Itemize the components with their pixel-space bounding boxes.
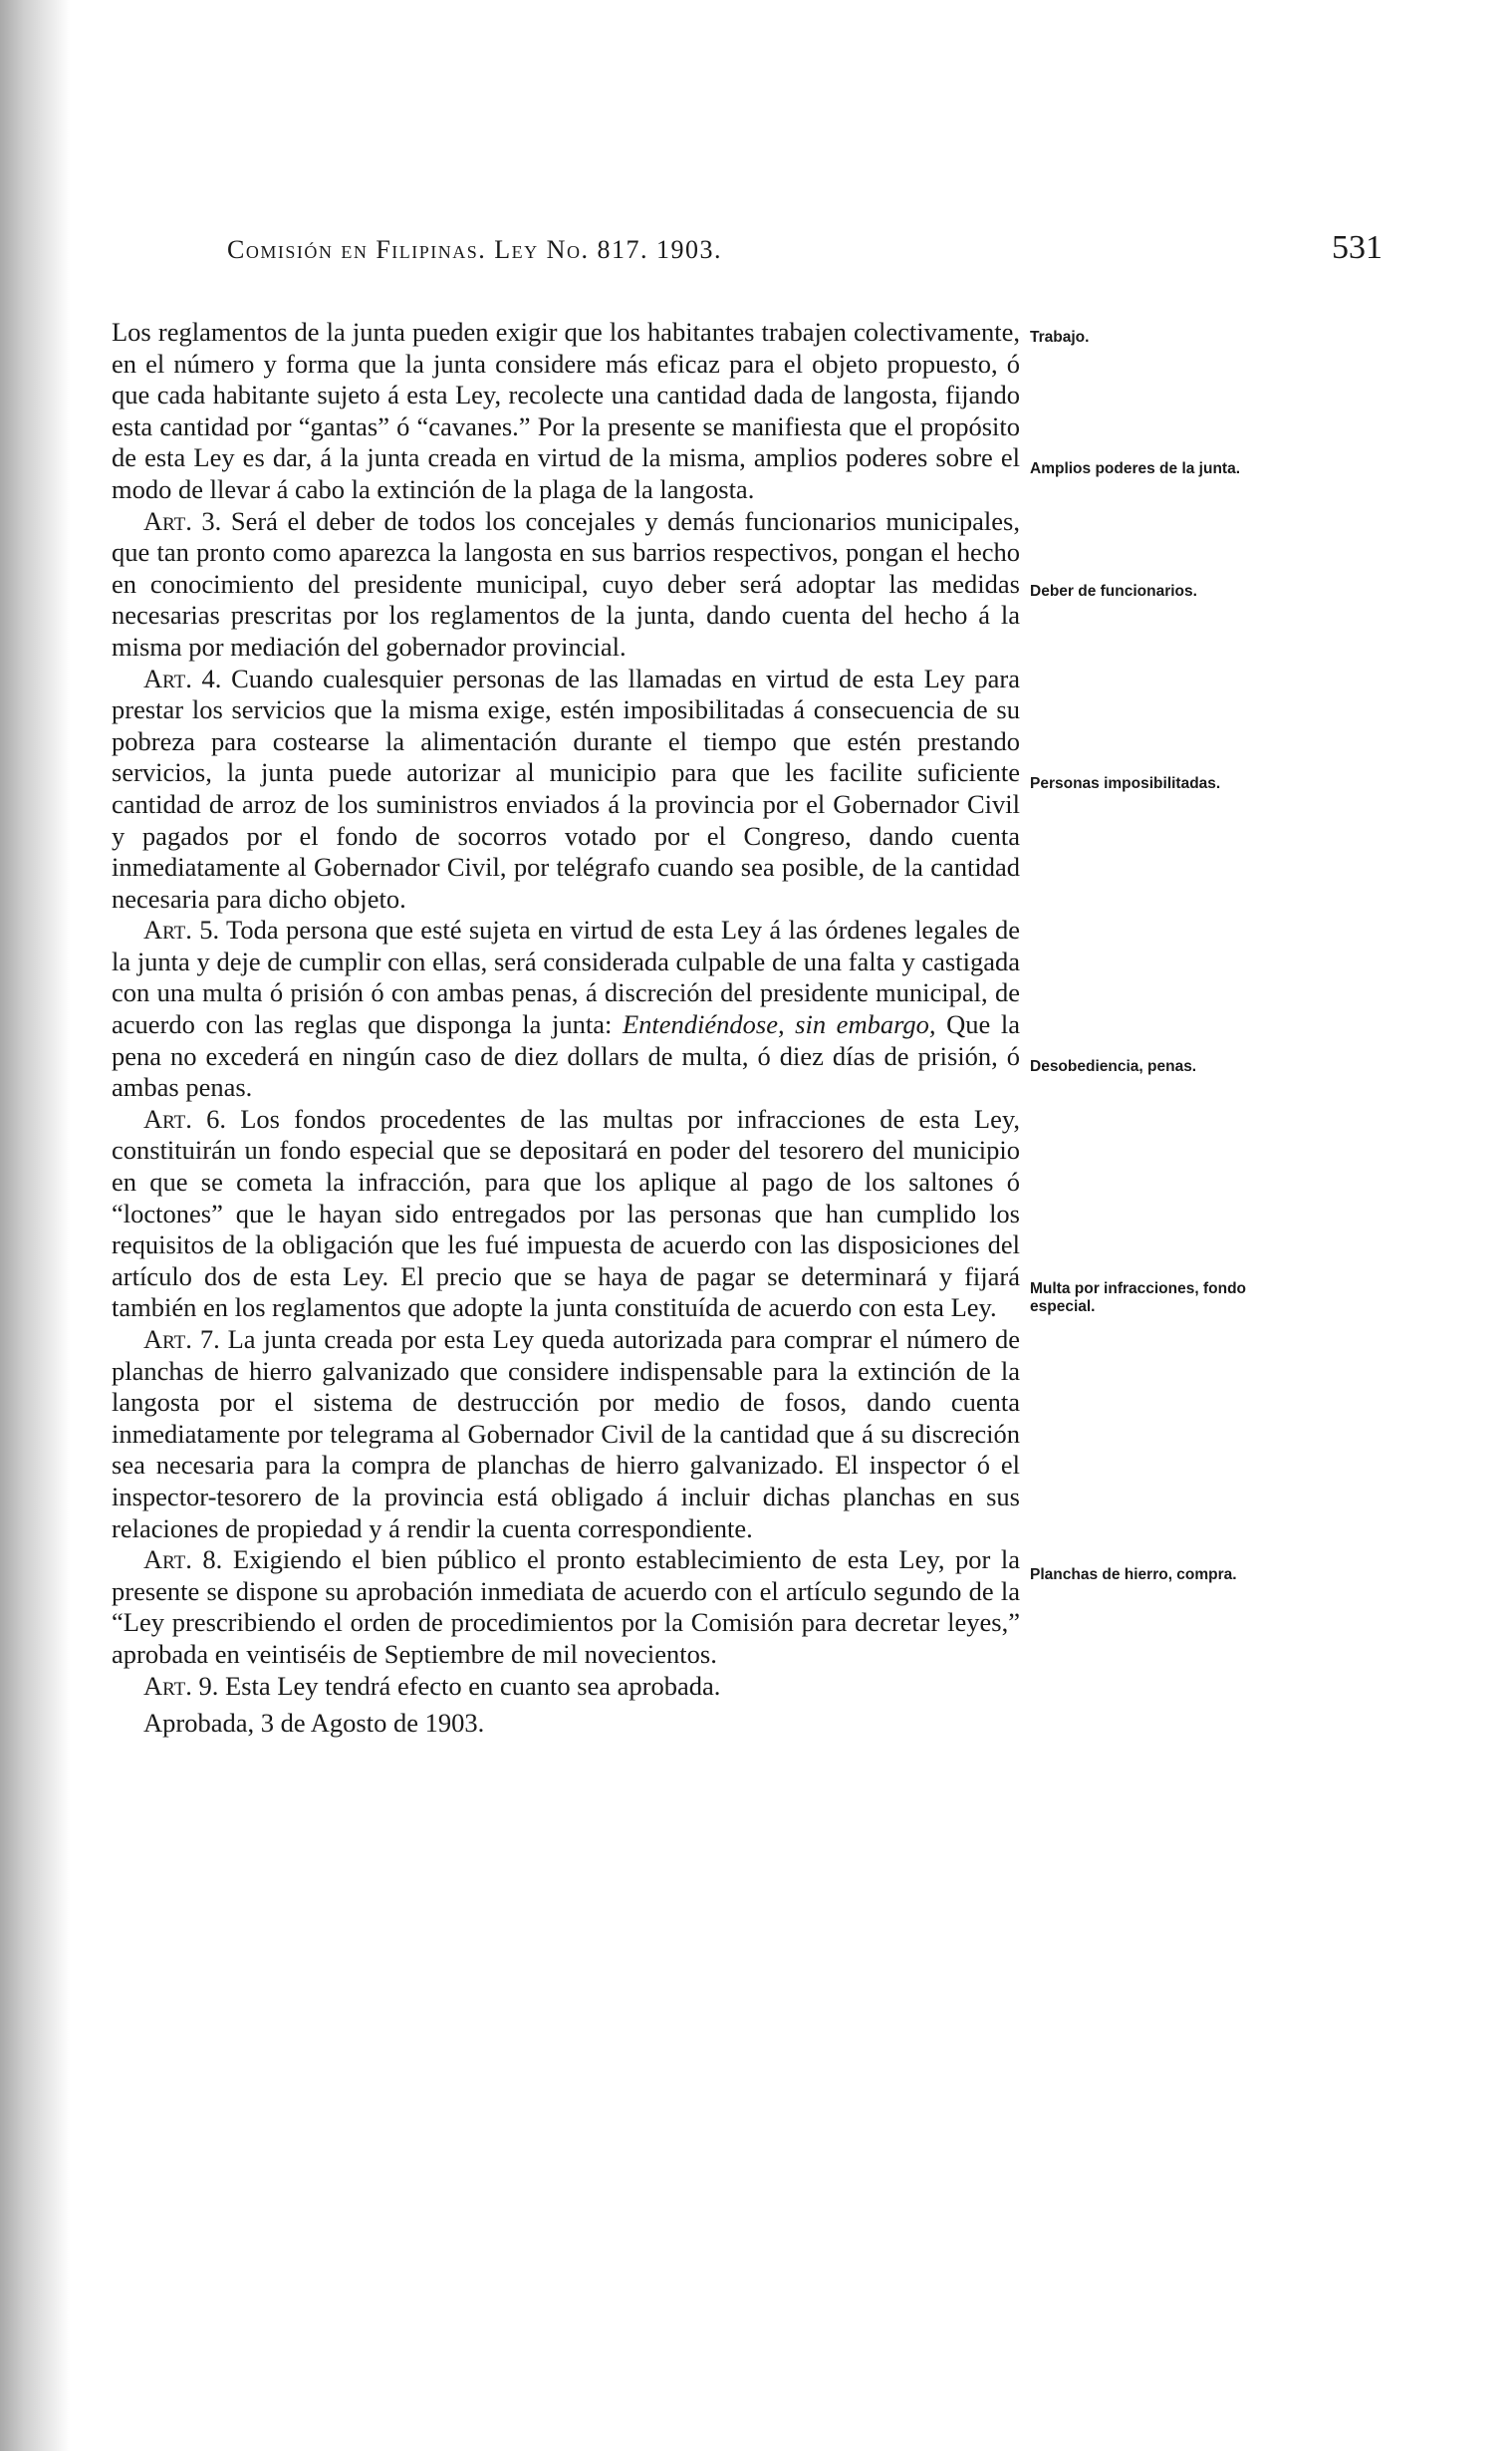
- article-4: [112, 664, 1020, 916]
- margin-note-multa: Multa por infracciones, fondo especial.: [1030, 1280, 1247, 1315]
- article-4-label: Art. 4.: [143, 663, 222, 693]
- article-3-label: Art. 3.: [143, 505, 222, 536]
- margin-note-desobediencia: Desobediencia, penas.: [1030, 1058, 1197, 1075]
- article-6: [112, 1104, 1020, 1324]
- running-title: Comisión en Filipinas. Ley No. 817. 1903.: [227, 235, 722, 264]
- article-3-text: Será el deber de todos los concejales y demás funcionarios municipales, que tan pronto como aparezca la langosta en sus barrios respectivos, pongan el hecho en conocimiento del presidente municipal, cuyo deber será adoptar las medidas necesarias prescritas por los reglamentos de la junta, dando cuenta del hecho á la misma por mediación del gobernador provincial.: [112, 505, 1020, 662]
- article-3: [112, 506, 1020, 664]
- body-text: [112, 317, 1020, 1740]
- article-7-label: Art. 7.: [143, 1324, 220, 1354]
- article-6-label: Art. 6.: [143, 1103, 226, 1134]
- article-5-label: Art. 5.: [143, 915, 220, 946]
- article-4-text: Cuando cualesquier personas de las llamadas en virtud de esta Ley para prestar los servicios que la misma exige, estén imposibilitadas á consecuencia de su pobreza para costearse la alimentación durante el tiempo que estén prestando servicios, la junta puede autorizar al municipio para que les facilite suficiente cantidad de arroz de los suministros enviados á la provincia por el Gobernador Civil y pagados por el fondo de socorros votado por el Congreso, dando cuenta inmediatamente al Gobernador Civil, por telégrafo cuando sea posible, de la cantidad necesaria para dicho objeto.: [112, 663, 1021, 914]
- article-9: [112, 1671, 1020, 1703]
- article-7: [112, 1324, 1020, 1544]
- article-8-label: Art. 8.: [143, 1544, 223, 1575]
- scan-page-edge: [0, 0, 70, 2451]
- article-5-text: Toda persona que esté sujeta en virtud de esta Ley á las órdenes legales de la junta y deje de cumplir con ellas, será considerada culpable de una falta y castigada con una multa ó prisión ó con ambas penas, á discreción del presidente municipal, de acuerdo con las reglas que disponga la junta:: [112, 915, 1021, 1040]
- article-5-proviso: Entendiéndose, sin embargo,: [622, 1009, 936, 1040]
- margin-note-personas-imposibilitadas: Personas imposibilitadas.: [1030, 775, 1221, 792]
- margin-note-deber-funcionarios: Deber de funcionarios.: [1030, 583, 1197, 600]
- article-5: [112, 915, 1020, 1104]
- running-header: [227, 229, 1383, 289]
- article-8: [112, 1544, 1020, 1670]
- article-6-text: Los fondos procedentes de las multas por infracciones de esta Ley, constituirán un fondo especial que se depositará en poder del tesorero del municipio en que se cometa la infracción, para que los aplique al pago de los saltones ó “loctones” que le hayan sido entregados por las personas que han cumplido los requisitos de la obligación que les fué impuesta de acuerdo con las disposiciones del artículo dos de esta Ley. El precio que se haya de pagar se determinará y fijará también en los reglamentos que adopte la junta constituída de acuerdo con esta Ley.: [112, 1103, 1021, 1323]
- article-8-text: Exigiendo el bien público el pronto establecimiento de esta Ley, por la presente se dispone su aprobación inmediata de acuerdo con el artículo segundo de la “Ley prescribiendo el orden de procedimientos por la Comisión para decretar leyes,” aprobada en veintiséis de Septiembre de mil novecientos.: [112, 1544, 1020, 1669]
- margin-note-planchas: Planchas de hierro, compra.: [1030, 1566, 1237, 1583]
- article-9-text: Esta Ley tendrá efecto en cuanto sea aprobada.: [225, 1670, 721, 1701]
- page-number: 531: [1332, 229, 1383, 266]
- article-9-label: Art. 9.: [143, 1670, 219, 1701]
- approval-date: Aprobada, 3 de Agosto de 1903.: [143, 1708, 485, 1739]
- margin-note-trabajo: Trabajo.: [1030, 329, 1090, 346]
- paragraph-art2-continued: Los reglamentos de la junta pueden exigir que los habitantes trabajen colectivamente, en el número y forma que la junta considere más eficaz para el objeto propuesto, ó que cada habitante sujeto á esta Ley, recolecte una cantidad dada de langosta, fijando esta cantidad por “gantas” ó “cavanes.” Por la presente se manifiesta que el propósito de esta Ley es dar, á la junta creada en virtud de la misma, amplios poderes sobre el modo de llevar á cabo la extinción de la plaga de la langosta.: [112, 317, 1020, 504]
- article-7-text: La junta creada por esta Ley queda autorizada para comprar el número de planchas de hierro galvanizado que considere indispensable para la extinción de la langosta por el sistema de destrucción por medio de fosos, dando cuenta inmediatamente por telegrama al Gobernador Civil de la cantidad que á su discreción sea necesaria para la compra de planchas de hierro galvanizado. El inspector ó el inspector-tesorero de la provincia está obligado á incluir dichas planchas en sus relaciones de propiedad y á rendir la cuenta correspondiente.: [112, 1324, 1021, 1543]
- margin-note-amplios-poderes: Amplios poderes de la junta.: [1030, 460, 1241, 477]
- article-5-text-end: Que la pena no excederá en ningún caso de diez dollars de multa, ó diez días de prisión, ó ambas penas.: [112, 1009, 1021, 1103]
